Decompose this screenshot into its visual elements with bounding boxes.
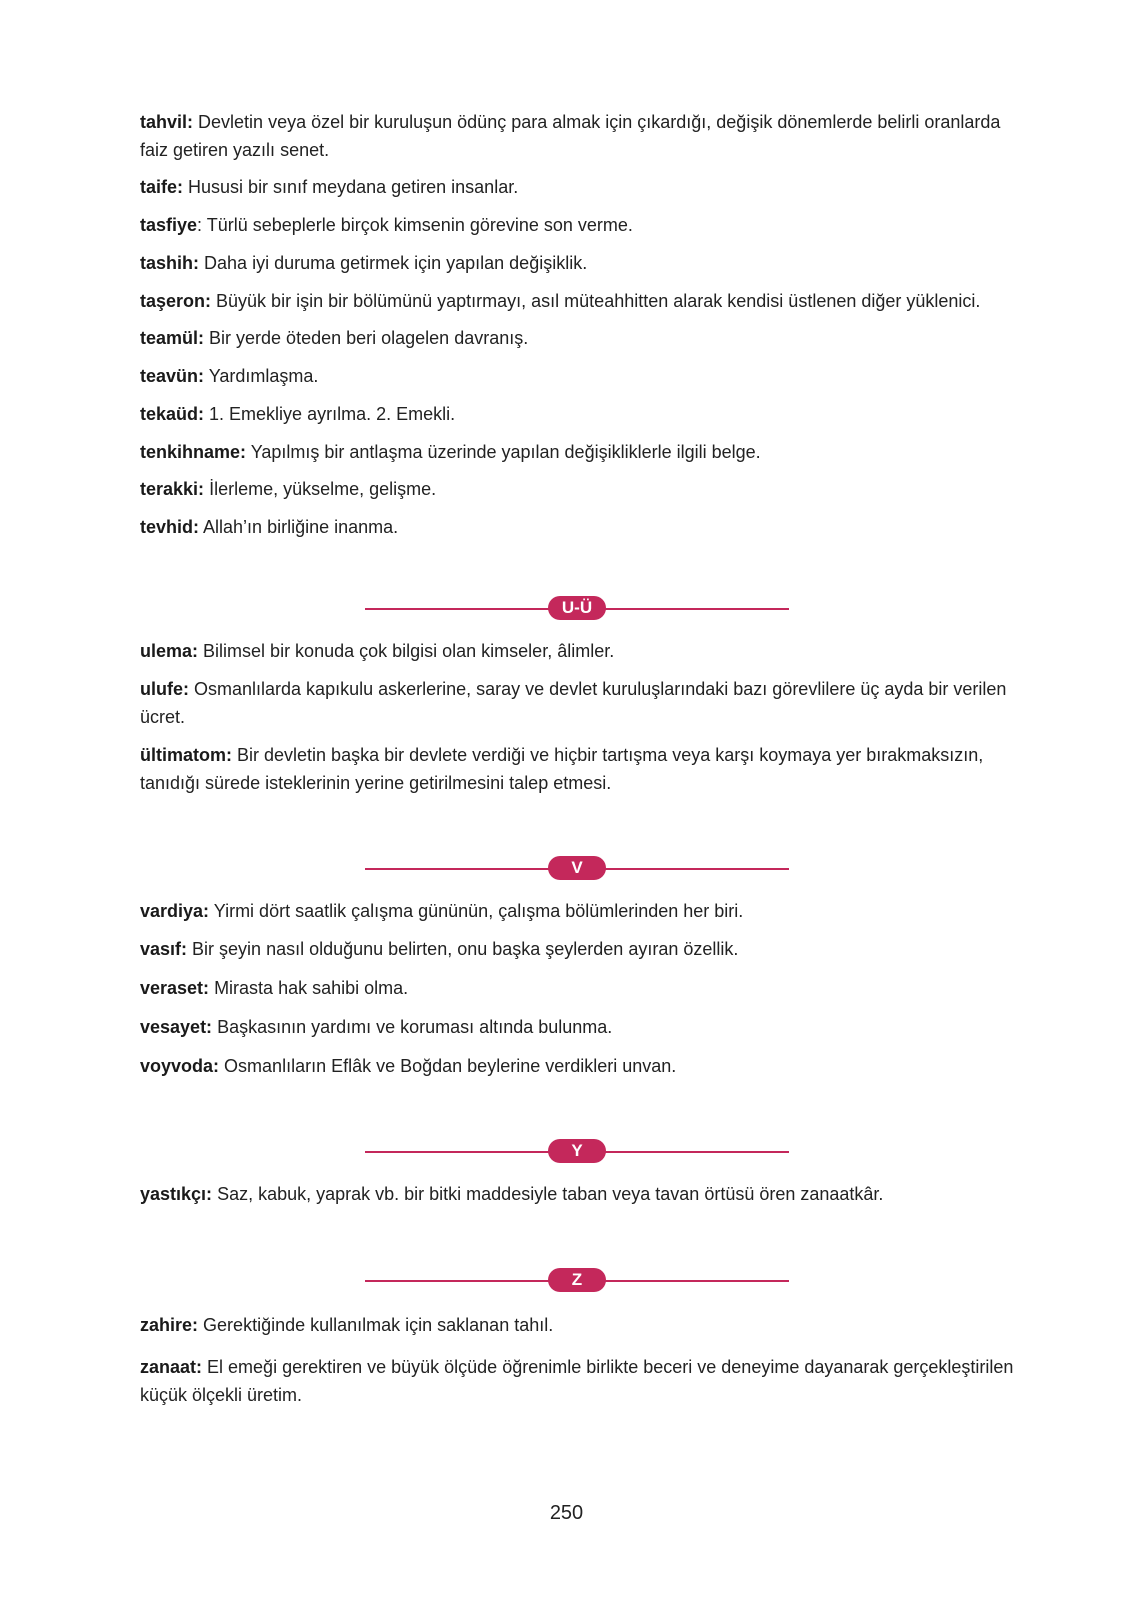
entry-term: veraset: bbox=[140, 978, 210, 998]
entry-definition: Başkasının yardımı ve koruması altında bulunma. bbox=[217, 1017, 613, 1037]
entry-term: zanaat: bbox=[140, 1357, 203, 1377]
glossary-entry bbox=[140, 1311, 1018, 1339]
section-divider-u bbox=[365, 596, 789, 622]
glossary-entry bbox=[140, 741, 1018, 797]
entry-term: ültimatom: bbox=[140, 745, 232, 765]
entry-term: vasıf: bbox=[140, 939, 188, 959]
entry-definition: Bir yerde öteden beri olagelen davranış. bbox=[209, 328, 529, 348]
glossary-entry bbox=[140, 1013, 1018, 1041]
entry-term: ulufe: bbox=[140, 679, 189, 699]
entry-term: yastıkçı: bbox=[140, 1184, 213, 1204]
entry-term: tasfiye bbox=[140, 215, 198, 235]
entry-definition: Yirmi dört saatlik çalışma gününün, çalışma bölümlerinden her biri. bbox=[213, 901, 744, 921]
glossary-entry bbox=[140, 1353, 1018, 1409]
entry-term: voyvoda: bbox=[140, 1056, 220, 1076]
entry-term: tahvil: bbox=[140, 112, 194, 132]
glossary-entry bbox=[140, 1052, 1018, 1080]
glossary-entry bbox=[140, 173, 1018, 201]
glossary-entry bbox=[140, 324, 1018, 352]
entry-term: tashih: bbox=[140, 253, 200, 273]
entry-definition: Daha iyi duruma getirmek için yapılan değişiklik. bbox=[204, 253, 588, 273]
section-letter-badge: V bbox=[548, 856, 606, 880]
glossary-entry bbox=[140, 1180, 1018, 1208]
entry-term: teavün: bbox=[140, 366, 205, 386]
entry-definition: Hususi bir sınıf meydana getiren insanlar. bbox=[188, 177, 519, 197]
entry-definition: Yapılmış bir antlaşma üzerinde yapılan değişikliklerle ilgili belge. bbox=[250, 442, 761, 462]
section-letter-badge: U-Ü bbox=[548, 596, 606, 620]
entry-definition: Gerektiğinde kullanılmak için saklanan tahıl. bbox=[203, 1315, 554, 1335]
entry-definition: Mirasta hak sahibi olma. bbox=[214, 978, 409, 998]
entry-definition: Büyük bir işin bir bölümünü yaptırmayı, asıl müteahhitten alarak kendisi üstlenen diğer yüklenici. bbox=[216, 291, 981, 311]
glossary-entry bbox=[140, 897, 1018, 925]
entry-definition: Bir şeyin nasıl olduğunu belirten, onu başka şeylerden ayıran özellik. bbox=[192, 939, 739, 959]
entry-definition: Bir devletin başka bir devlete verdiği ve hiçbir tartışma veya karşı koymaya yer bırakmaksızın, tanıdığı sürede isteklerinin yerine getirilmesini talep etmesi. bbox=[140, 745, 984, 793]
section-divider-v bbox=[365, 856, 789, 882]
glossary-entry bbox=[140, 675, 1018, 731]
entry-definition: 1. Emekliye ayrılma. 2. Emekli. bbox=[209, 404, 456, 424]
entry-definition: Devletin veya özel bir kuruluşun ödünç para almak için çıkardığı, değişik dönemlerde belirli oranlarda faiz getiren yazılı senet. bbox=[140, 112, 1001, 160]
glossary-entry bbox=[140, 287, 1018, 315]
entry-term: tenkihname: bbox=[140, 442, 247, 462]
glossary-entry bbox=[140, 249, 1018, 277]
entry-term: taife: bbox=[140, 177, 184, 197]
entry-definition: Osmanlılarda kapıkulu askerlerine, saray ve devlet kuruluşlarındaki bazı görevlilere üç ayda bir verilen ücret. bbox=[140, 679, 1007, 727]
glossary-entry bbox=[140, 108, 1018, 164]
entry-term: tevhid: bbox=[140, 517, 200, 537]
section-divider-y bbox=[365, 1139, 789, 1165]
entry-definition: Allah’ın birliğine inanma. bbox=[203, 517, 399, 537]
glossary-entry bbox=[140, 211, 1018, 239]
glossary-entry bbox=[140, 513, 1018, 541]
entry-definition: Bilimsel bir konuda çok bilgisi olan kimseler, âlimler. bbox=[203, 641, 615, 661]
entry-definition: El emeği gerektiren ve büyük ölçüde öğrenimle birlikte beceri ve deneyime dayanarak gerçekleştirilen küçük ölçekli üretim. bbox=[140, 1357, 1014, 1405]
glossary-entry bbox=[140, 637, 1018, 665]
entry-term: ulema: bbox=[140, 641, 199, 661]
entry-definition: Osmanlıların Eflâk ve Boğdan beylerine verdikleri unvan. bbox=[224, 1056, 677, 1076]
section-letter-badge: Z bbox=[548, 1268, 606, 1292]
entry-term: vardiya: bbox=[140, 901, 210, 921]
entry-term: teamül: bbox=[140, 328, 205, 348]
entry-term: tekaüd: bbox=[140, 404, 205, 424]
glossary-entry bbox=[140, 475, 1018, 503]
entry-definition: Saz, kabuk, yaprak vb. bir bitki maddesiyle taban veya tavan örtüsü ören zanaatkâr. bbox=[217, 1184, 884, 1204]
entry-term: taşeron: bbox=[140, 291, 212, 311]
glossary-entry bbox=[140, 362, 1018, 390]
glossary-entry bbox=[140, 438, 1018, 466]
entry-definition: Yardımlaşma. bbox=[208, 366, 319, 386]
glossary-entry bbox=[140, 400, 1018, 428]
entry-term: zahire: bbox=[140, 1315, 199, 1335]
entry-definition: İlerleme, yükselme, gelişme. bbox=[209, 479, 437, 499]
glossary-entry bbox=[140, 935, 1018, 963]
glossary-entry bbox=[140, 974, 1018, 1002]
entry-term: vesayet: bbox=[140, 1017, 213, 1037]
page-number: 250 bbox=[549, 1502, 584, 1524]
section-letter-badge: Y bbox=[548, 1139, 606, 1163]
section-divider-z bbox=[365, 1268, 789, 1294]
entry-definition: : Türlü sebeplerle birçok kimsenin görevine son verme. bbox=[197, 215, 633, 235]
entry-term: terakki: bbox=[140, 479, 205, 499]
